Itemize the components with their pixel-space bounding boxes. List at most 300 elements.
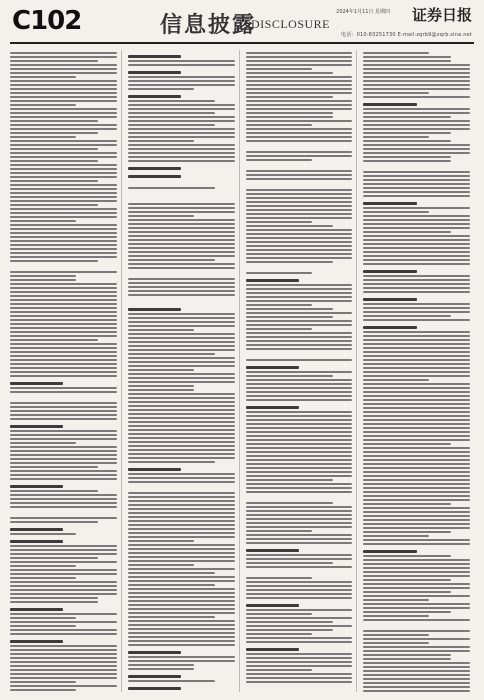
text-line [363, 160, 451, 162]
paragraph-end-line [128, 664, 194, 666]
section-heading-line [128, 651, 181, 654]
section-title: 信息披露 [160, 12, 257, 38]
text-line [363, 383, 470, 385]
paragraph-end-line [246, 68, 312, 70]
text-line [246, 585, 353, 587]
section-heading-line [10, 425, 63, 428]
text-line [128, 568, 235, 570]
text-line [363, 571, 470, 573]
text-line [10, 517, 117, 519]
text-line [128, 223, 235, 225]
paragraph-end-line [10, 577, 76, 579]
text-line [128, 357, 235, 359]
text-line [246, 96, 334, 98]
section-heading-line [128, 468, 181, 471]
text-line [363, 140, 451, 142]
text-line [363, 148, 470, 150]
text-line [10, 287, 117, 289]
text-line [128, 640, 235, 642]
text-line [246, 253, 353, 255]
text-line [363, 519, 470, 521]
text-line [246, 661, 353, 663]
text-line [128, 544, 235, 546]
text-line [246, 451, 353, 453]
text-line [128, 524, 235, 526]
text-line [246, 359, 353, 361]
section-heading-line [246, 279, 299, 282]
text-line [363, 287, 470, 289]
text-line [363, 395, 470, 397]
text-line [363, 443, 451, 445]
text-column-4 [363, 50, 474, 692]
text-line [363, 511, 470, 513]
text-line [128, 616, 216, 618]
text-line [128, 600, 235, 602]
text-line [246, 336, 353, 338]
text-line [363, 247, 470, 249]
section-heading-line [363, 298, 416, 301]
text-line [10, 172, 117, 174]
paragraph-end-line [363, 92, 429, 94]
text-line [128, 608, 235, 610]
text-line [363, 387, 470, 389]
text-line [246, 76, 353, 78]
text-line [246, 562, 334, 564]
text-line [363, 527, 470, 529]
section-heading-line [10, 528, 63, 531]
text-line [10, 88, 117, 90]
paragraph-end-line [128, 215, 194, 217]
text-line [363, 459, 470, 461]
text-line [363, 175, 470, 177]
text-line [363, 132, 451, 134]
text-line [246, 558, 353, 560]
paragraph-end-line [246, 633, 312, 635]
text-line [363, 179, 470, 181]
text-line [363, 251, 470, 253]
text-line [363, 259, 470, 261]
text-line [10, 228, 117, 230]
text-line [246, 257, 353, 259]
text-line [128, 680, 216, 682]
text-line [128, 373, 235, 375]
text-line [10, 291, 117, 293]
text-line [246, 538, 353, 540]
text-line [363, 515, 470, 517]
text-line [128, 632, 235, 634]
text-line [246, 80, 353, 82]
text-line [128, 231, 235, 233]
text-line [128, 317, 235, 319]
text-line [363, 187, 470, 189]
text-line [363, 144, 470, 146]
text-line [363, 431, 470, 433]
text-line [246, 217, 353, 219]
section-heading-line [128, 308, 181, 311]
text-line [10, 347, 117, 349]
text-line [246, 292, 353, 294]
section-heading-line [128, 95, 181, 98]
paragraph-end-line [10, 533, 76, 535]
text-line [246, 387, 353, 389]
text-line [246, 189, 353, 191]
paragraph-end-line [10, 220, 76, 222]
section-heading-line [246, 604, 299, 607]
text-line [363, 343, 470, 345]
text-line [128, 457, 235, 459]
text-line [363, 435, 470, 437]
text-line [363, 231, 451, 233]
section-heading-line [246, 549, 299, 552]
text-line [246, 249, 353, 251]
text-line [246, 241, 353, 243]
paragraph-gap [10, 395, 117, 400]
text-line [128, 433, 235, 435]
text-line [246, 653, 353, 655]
text-line [246, 487, 353, 489]
text-line [128, 136, 235, 138]
text-line [363, 686, 470, 688]
text-line [246, 391, 353, 393]
section-heading-line [363, 550, 416, 553]
text-line [363, 335, 470, 337]
text-line [128, 203, 235, 205]
text-line [246, 534, 353, 536]
text-line [246, 100, 353, 102]
text-line [246, 174, 353, 176]
page-number: C102 [12, 6, 82, 36]
text-column-3 [246, 50, 358, 692]
paragraph-end-line [363, 136, 429, 138]
text-line [10, 315, 117, 317]
text-line [363, 88, 470, 90]
text-line [363, 307, 470, 309]
text-line [128, 560, 235, 562]
text-line [246, 463, 353, 465]
text-line [363, 619, 470, 621]
text-line [246, 502, 334, 504]
text-line [10, 319, 117, 321]
paragraph-end-line [246, 304, 312, 306]
paragraph-gap [128, 180, 235, 185]
text-line [10, 240, 117, 242]
text-line [128, 345, 235, 347]
paragraph-end-line [10, 275, 76, 277]
text-line [10, 252, 117, 254]
paragraph-end-line [363, 634, 429, 636]
text-line [10, 466, 98, 468]
text-line [246, 542, 353, 544]
text-line [128, 580, 235, 582]
text-line [246, 379, 353, 381]
text-line [363, 666, 470, 668]
paragraph-end-line [363, 535, 429, 537]
text-line [363, 116, 451, 118]
text-line [246, 522, 353, 524]
section-heading-line [128, 687, 181, 690]
text-line [363, 630, 470, 632]
paragraph-end-line [246, 613, 312, 615]
text-line [10, 462, 117, 464]
text-line [10, 188, 117, 190]
text-line [128, 401, 235, 403]
text-line [363, 539, 470, 541]
text-line [128, 64, 235, 66]
text-line [10, 613, 117, 615]
text-line [246, 506, 353, 508]
text-line [128, 211, 235, 213]
paragraph-gap [363, 164, 470, 169]
text-line [246, 526, 353, 528]
text-line [128, 361, 235, 363]
text-line [10, 387, 117, 389]
text-line [128, 84, 235, 86]
text-line [10, 669, 117, 671]
paragraph-end-line [363, 642, 429, 644]
text-line [363, 654, 451, 656]
text-line [246, 92, 353, 94]
text-line [363, 658, 451, 660]
text-line [10, 474, 117, 476]
text-line [10, 160, 98, 162]
text-line [10, 653, 117, 655]
text-line [363, 467, 470, 469]
text-line [246, 155, 353, 157]
paragraph-end-line [10, 76, 76, 78]
text-line [10, 410, 117, 412]
paragraph-end-line [10, 104, 76, 106]
text-line [10, 200, 117, 202]
text-line [246, 609, 353, 611]
text-line [363, 399, 470, 401]
text-line [363, 227, 470, 229]
text-line [363, 411, 470, 413]
text-line [10, 569, 117, 571]
text-line [128, 612, 235, 614]
text-line [246, 439, 353, 441]
text-line [363, 611, 451, 613]
text-line [363, 235, 470, 237]
paragraph-end-line [128, 88, 194, 90]
text-line [363, 152, 470, 154]
text-line [128, 263, 235, 265]
text-line [10, 232, 117, 234]
text-line [10, 331, 117, 333]
text-line [128, 500, 235, 502]
paragraph-gap [128, 196, 235, 201]
text-line [363, 407, 470, 409]
text-line [363, 591, 451, 593]
text-line [363, 682, 470, 684]
section-heading-line [128, 55, 181, 58]
text-line [128, 100, 216, 102]
text-line [128, 365, 235, 367]
text-line [246, 245, 353, 247]
text-line [128, 108, 235, 110]
text-line [128, 239, 235, 241]
text-line [246, 479, 334, 481]
text-line [128, 148, 235, 150]
text-line [10, 283, 117, 285]
section-heading-line [10, 540, 63, 543]
text-line [10, 84, 117, 86]
text-line [363, 690, 470, 692]
paragraph-gap [246, 352, 353, 357]
section-heading-line [363, 326, 416, 329]
text-line [128, 421, 235, 423]
text-line [363, 255, 470, 257]
text-line [10, 343, 117, 345]
text-line [10, 124, 117, 126]
text-line [363, 674, 470, 676]
text-line [128, 282, 235, 284]
text-line [128, 337, 235, 339]
text-line [128, 132, 235, 134]
text-line [246, 423, 353, 425]
paragraph-end-line [10, 279, 76, 281]
text-line [10, 311, 117, 313]
text-line [246, 629, 334, 631]
text-line [246, 589, 353, 591]
text-line [246, 427, 353, 429]
text-line [10, 585, 117, 587]
paragraph-end-line [128, 540, 194, 542]
text-line [128, 243, 235, 245]
text-line [128, 128, 235, 130]
text-line [128, 473, 235, 475]
text-line [246, 581, 353, 583]
text-line [363, 595, 470, 597]
section-heading-line [128, 167, 181, 170]
text-line [10, 402, 117, 404]
text-line [128, 267, 235, 269]
text-line [128, 532, 235, 534]
text-line [246, 229, 353, 231]
text-line [363, 64, 470, 66]
text-line [128, 251, 235, 253]
text-line [246, 459, 353, 461]
text-line [363, 487, 470, 489]
text-line [363, 371, 470, 373]
paragraph-gap [10, 510, 117, 515]
text-line [128, 496, 235, 498]
text-line [246, 128, 353, 130]
text-line [10, 212, 117, 214]
text-line [10, 498, 117, 500]
text-line [10, 184, 117, 186]
text-line [363, 124, 470, 126]
text-line [363, 391, 470, 393]
text-line [128, 536, 235, 538]
text-line [128, 592, 235, 594]
text-line [10, 120, 98, 122]
text-line [246, 233, 353, 235]
text-line [10, 506, 117, 508]
text-line [10, 244, 117, 246]
text-line [363, 291, 470, 293]
text-line [10, 434, 117, 436]
text-line [128, 604, 235, 606]
text-line [363, 76, 470, 78]
paragraph-end-line [246, 328, 312, 330]
text-line [128, 660, 235, 662]
text-line [128, 548, 235, 550]
paragraph-end-line [246, 530, 312, 532]
text-line [10, 148, 98, 150]
text-line [363, 423, 470, 425]
text-line [128, 313, 235, 315]
text-line [363, 507, 470, 509]
text-line [246, 213, 353, 215]
text-line [128, 405, 235, 407]
text-line [128, 393, 235, 395]
paragraph-end-line [128, 140, 194, 142]
text-line [10, 52, 117, 54]
text-line [10, 224, 117, 226]
text-line [128, 644, 235, 646]
section-heading-line [363, 103, 416, 106]
text-line [10, 116, 117, 118]
text-line [363, 575, 470, 577]
text-column-1 [10, 50, 122, 692]
section-heading-line [246, 366, 299, 369]
text-line [246, 597, 353, 599]
text-line [246, 340, 353, 342]
paragraph-end-line [128, 389, 194, 391]
text-line [363, 171, 470, 173]
text-line [363, 499, 470, 501]
text-line [363, 303, 470, 305]
text-line [246, 625, 353, 627]
text-line [363, 607, 470, 609]
text-line [10, 208, 117, 210]
text-line [363, 451, 470, 453]
contact-info: 电话：010-83251730 E-mail:zqrb9@zqrb.sina.net [341, 32, 472, 38]
section-title-en: DISCLOSURE [251, 17, 331, 31]
paragraph-end-line [10, 681, 76, 683]
text-line [128, 286, 235, 288]
text-line [363, 579, 451, 581]
text-line [128, 512, 235, 514]
text-line [246, 344, 353, 346]
text-line [363, 419, 470, 421]
paragraph-end-line [128, 385, 194, 387]
paragraph-gap [128, 485, 235, 490]
paragraph-end-line [10, 689, 76, 691]
text-line [128, 552, 235, 554]
text-line [128, 417, 235, 419]
text-line [246, 431, 353, 433]
paragraph-end-line [10, 136, 76, 138]
text-line [363, 72, 470, 74]
paragraph-gap [246, 570, 353, 575]
text-line [363, 403, 470, 405]
section-heading-line [363, 270, 416, 273]
text-line [363, 471, 470, 473]
text-line [363, 315, 451, 317]
text-line [10, 168, 117, 170]
text-line [10, 661, 117, 663]
text-line [10, 164, 117, 166]
text-line [363, 239, 470, 241]
text-line [246, 324, 353, 326]
text-line [246, 554, 353, 556]
text-line [10, 371, 117, 373]
text-line [10, 685, 117, 687]
text-line [246, 467, 353, 469]
text-line [128, 187, 216, 189]
text-line [10, 414, 117, 416]
